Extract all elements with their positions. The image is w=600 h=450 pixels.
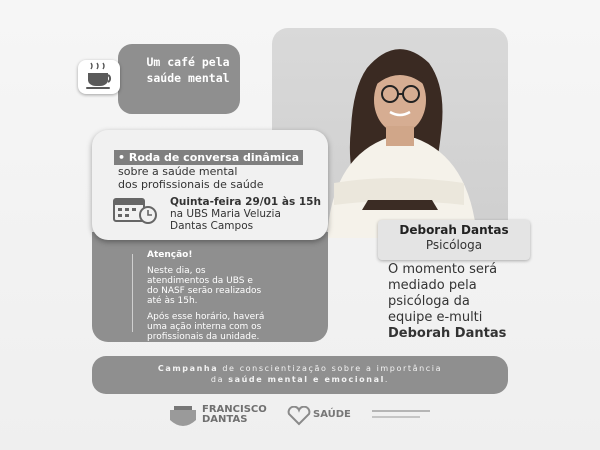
coffee-cup-icon (78, 60, 120, 94)
city-name: FRANCISCO DANTAS (202, 404, 267, 425)
attention-line: uma ação interna com os (147, 322, 262, 332)
psychologist-name: Deborah Dantas (399, 223, 509, 237)
attention-line: atendimentos da UBS e (147, 276, 253, 286)
attention-line: Após esse horário, haverá (147, 312, 265, 322)
event-line: sobre a saúde mental (118, 165, 238, 178)
attention-line: até às 15h. (147, 296, 198, 306)
calendar-icon (112, 196, 160, 224)
poster-title: Um café pela saúde mental (146, 55, 230, 85)
campaign-banner (92, 356, 508, 394)
city-logo (166, 404, 200, 434)
message-name: Deborah Dantas (388, 326, 507, 341)
psychologist-name-card (378, 220, 530, 260)
event-highlight: • Roda de conversa dinâmica (114, 150, 303, 165)
message-line: psicóloga da (388, 294, 470, 309)
event-place: Dantas Campos (170, 220, 254, 232)
event-place: na UBS Maria Veluzia (170, 208, 281, 220)
attention-title: Atenção! (147, 250, 193, 260)
attention-line: profissionais da unidade. (147, 332, 260, 342)
saude-logo: SAÚDE (313, 409, 351, 420)
logo-divider (372, 410, 430, 412)
campaign-line-2: da saúde mental e emocional. (210, 375, 390, 384)
psychologist-role: Psicóloga (425, 238, 483, 252)
attention-card (92, 232, 328, 342)
message-line: mediado pela (388, 278, 477, 293)
attention-divider (132, 254, 133, 332)
heart-icon (286, 406, 312, 426)
message-line: O momento será (388, 262, 498, 277)
attention-line: do NASF serão realizados (147, 286, 262, 296)
logo-divider (372, 416, 420, 418)
campaign-line-1: Campanha de conscientização sobre a importância (157, 364, 443, 373)
message-line: equipe e-multi (388, 310, 483, 325)
title-card (118, 44, 240, 114)
event-date: Quinta-feira 29/01 às 15h (170, 196, 321, 208)
attention-line: Neste dia, os (147, 266, 206, 276)
event-line: dos profissionais de saúde (118, 178, 264, 191)
city-seal-icon (166, 404, 200, 430)
